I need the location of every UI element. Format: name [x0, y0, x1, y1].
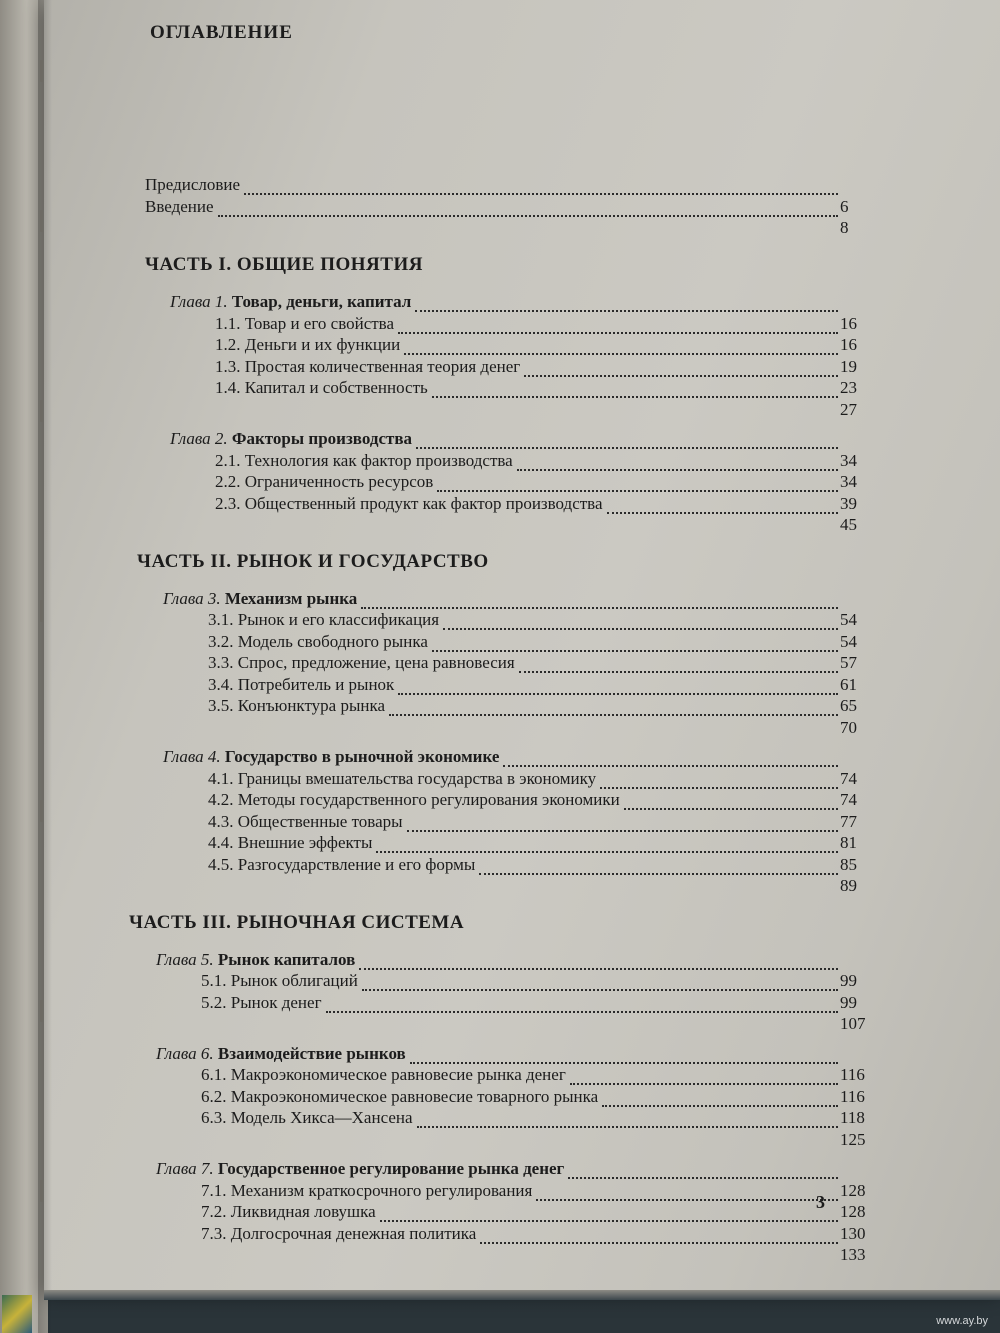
dot-leader: [432, 382, 838, 398]
page-ref: 77: [840, 811, 857, 831]
section-entry: [208, 855, 960, 898]
toc-title: ОГЛАВЛЕНИЕ: [150, 22, 293, 43]
dot-leader: [417, 1112, 838, 1128]
chapter-title: Взаимодействие рынков: [217, 1043, 406, 1063]
chapter-heading: [156, 1044, 406, 1064]
chapter-title: Рынок капиталов: [217, 949, 356, 969]
chapter-heading: [163, 589, 357, 609]
entry-text: 3.4. Потребитель и рынок: [208, 674, 395, 694]
page-ref: 19: [840, 356, 857, 376]
page-ref: 61: [840, 674, 857, 694]
chapter-title: Факторы производства: [231, 429, 413, 448]
dot-leader: [432, 636, 838, 652]
dot-leader: [380, 1206, 838, 1222]
chapter-label: Глава 2.: [170, 429, 228, 448]
dot-leader: [389, 700, 838, 716]
section-entry: [215, 378, 960, 421]
page-ref: 23: [840, 378, 857, 397]
entry-text: 1.4. Капитал и собственность: [215, 378, 428, 397]
dot-leader: [361, 593, 838, 609]
dot-leader: [624, 794, 838, 810]
page-ref: 116: [840, 1086, 865, 1106]
page-ref: 57: [840, 653, 857, 672]
entry-text: Предисловие: [145, 175, 241, 194]
chapter-heading: [170, 429, 412, 449]
entry-text: 2.2. Ограниченность ресурсов: [215, 472, 434, 491]
dot-leader: [443, 614, 838, 630]
watermark-text: www.ay.by: [936, 1315, 988, 1327]
dot-leader: [404, 339, 838, 355]
page-ref: 85: [840, 854, 857, 874]
entry-text: 7.3. Долгосрочная денежная политика: [201, 1223, 477, 1243]
entry-text: 3.2. Модель свободного рынка: [208, 631, 428, 651]
chapter-label: Глава 4.: [163, 747, 221, 766]
dot-leader: [479, 859, 838, 875]
entry-text: 6.3. Модель Хикса—Хансена: [201, 1108, 413, 1127]
dot-leader: [407, 816, 838, 832]
dot-leader: [416, 433, 838, 449]
entry-text: 4.2. Методы государственного регулирования экономики: [208, 790, 620, 809]
page-ref: 81: [840, 833, 857, 852]
section-entry: [201, 1224, 960, 1267]
section-entry: [208, 696, 960, 739]
page-ref: 16: [840, 313, 857, 333]
dot-leader: [218, 201, 838, 217]
page-ref: 74: [840, 768, 857, 788]
dot-leader: [570, 1069, 838, 1085]
dot-leader: [326, 997, 838, 1013]
page-ref: 6: [840, 196, 849, 216]
part-heading: ЧАСТЬ II. РЫНОК И ГОСУДАРСТВО: [137, 550, 489, 572]
dot-leader: [362, 975, 838, 991]
dot-leader: [568, 1163, 838, 1179]
page-ref: 99: [840, 971, 857, 990]
chapter-title: Товар, деньги, капитал: [231, 292, 412, 311]
entry-text: 7.1. Механизм краткосрочного регулирования: [201, 1180, 533, 1200]
page-ref: 8: [840, 218, 849, 237]
page-ref: 99: [840, 992, 857, 1012]
dot-leader: [244, 179, 838, 195]
dot-leader: [359, 954, 838, 970]
page-ref: 130: [840, 1223, 866, 1243]
page-ref: 54: [840, 631, 857, 651]
page-ref: 39: [840, 493, 857, 513]
page-ref: 89: [840, 876, 857, 895]
dot-leader: [410, 1048, 838, 1064]
page-ref: 74: [840, 790, 857, 809]
page-ref: 27: [840, 399, 857, 419]
front-entry: [145, 197, 960, 240]
section-entry: [201, 1108, 960, 1151]
chapter-label: Глава 7.: [156, 1159, 214, 1178]
dot-leader: [600, 773, 838, 789]
page-ref: 128: [840, 1180, 866, 1200]
page-ref: 70: [840, 717, 857, 737]
page-ref: 107: [840, 1014, 866, 1033]
entry-text: 5.1. Рынок облигаций: [201, 971, 358, 990]
dot-leader: [524, 361, 838, 377]
dot-leader: [536, 1185, 838, 1201]
dot-leader: [517, 455, 838, 471]
entry-text: 4.1. Границы вмешательства государства в экономику: [208, 768, 597, 788]
page-ref: 65: [840, 696, 857, 715]
dot-leader: [437, 476, 838, 492]
chapter-title: Государственное регулирование рынка денег: [217, 1159, 565, 1178]
entry-text: 3.5. Конъюнктура рынка: [208, 696, 386, 715]
page-ref: 54: [840, 610, 857, 629]
part-heading: ЧАСТЬ I. ОБЩИЕ ПОНЯТИЯ: [145, 254, 423, 275]
chapter-heading: [170, 292, 411, 312]
dot-leader: [398, 679, 838, 695]
entry-text: 2.1. Технология как фактор производства: [215, 450, 513, 470]
section-entry: [201, 993, 960, 1036]
entry-text: Введение: [145, 196, 214, 216]
part-heading: ЧАСТЬ III. РЫНОЧНАЯ СИСТЕМА: [129, 911, 465, 933]
dot-leader: [519, 657, 838, 673]
entry-text: 1.3. Простая количественная теория денег: [215, 356, 521, 376]
page-ref: 34: [840, 450, 857, 470]
dot-leader: [415, 296, 838, 312]
page-ref: 45: [840, 515, 857, 534]
entry-text: 3.3. Спрос, предложение, цена равновесия: [208, 653, 515, 672]
chapter-label: Глава 6.: [156, 1043, 214, 1063]
entry-text: 6.2. Макроэкономическое равновесие товарного рынка: [201, 1086, 599, 1106]
chapter-heading: [156, 950, 355, 970]
page-ref: 16: [840, 335, 857, 354]
entry-text: 6.1. Макроэкономическое равновесие рынка денег: [201, 1065, 566, 1084]
chapter-title: Государство в рыночной экономике: [224, 747, 500, 766]
entry-text: 4.3. Общественные товары: [208, 811, 403, 831]
entry-text: 4.5. Разгосударствление и его формы: [208, 854, 476, 874]
entry-text: 1.1. Товар и его свойства: [215, 313, 395, 333]
entry-text: 3.1. Рынок и его классификация: [208, 610, 440, 629]
dot-leader: [398, 318, 838, 334]
entry-text: 2.3. Общественный продукт как фактор производства: [215, 493, 603, 513]
entry-text: 5.2. Рынок денег: [201, 992, 322, 1012]
chapter-heading: [156, 1159, 564, 1179]
chapter-label: Глава 5.: [156, 949, 214, 969]
chapter-heading: [163, 747, 499, 767]
page-ref: 133: [840, 1245, 866, 1264]
page-ref: 128: [840, 1202, 866, 1221]
dot-leader: [607, 498, 838, 514]
page-ref: 118: [840, 1108, 865, 1127]
chapter-label: Глава 3.: [163, 588, 221, 608]
entry-text: 7.2. Ликвидная ловушка: [201, 1202, 376, 1221]
dot-leader: [376, 837, 838, 853]
entry-text: 4.4. Внешние эффекты: [208, 833, 373, 852]
page-ref: 125: [840, 1129, 866, 1149]
chapter-label: Глава 1.: [170, 292, 228, 311]
section-entry: [215, 494, 960, 537]
dot-leader: [503, 751, 838, 767]
page-number: 3: [816, 1192, 825, 1212]
page-ref: 116: [840, 1065, 865, 1084]
page-ref: 34: [840, 472, 857, 491]
entry-text: 1.2. Деньги и их функции: [215, 335, 401, 354]
dot-leader: [602, 1091, 838, 1107]
chapter-title: Механизм рынка: [224, 588, 358, 608]
dot-leader: [480, 1228, 838, 1244]
